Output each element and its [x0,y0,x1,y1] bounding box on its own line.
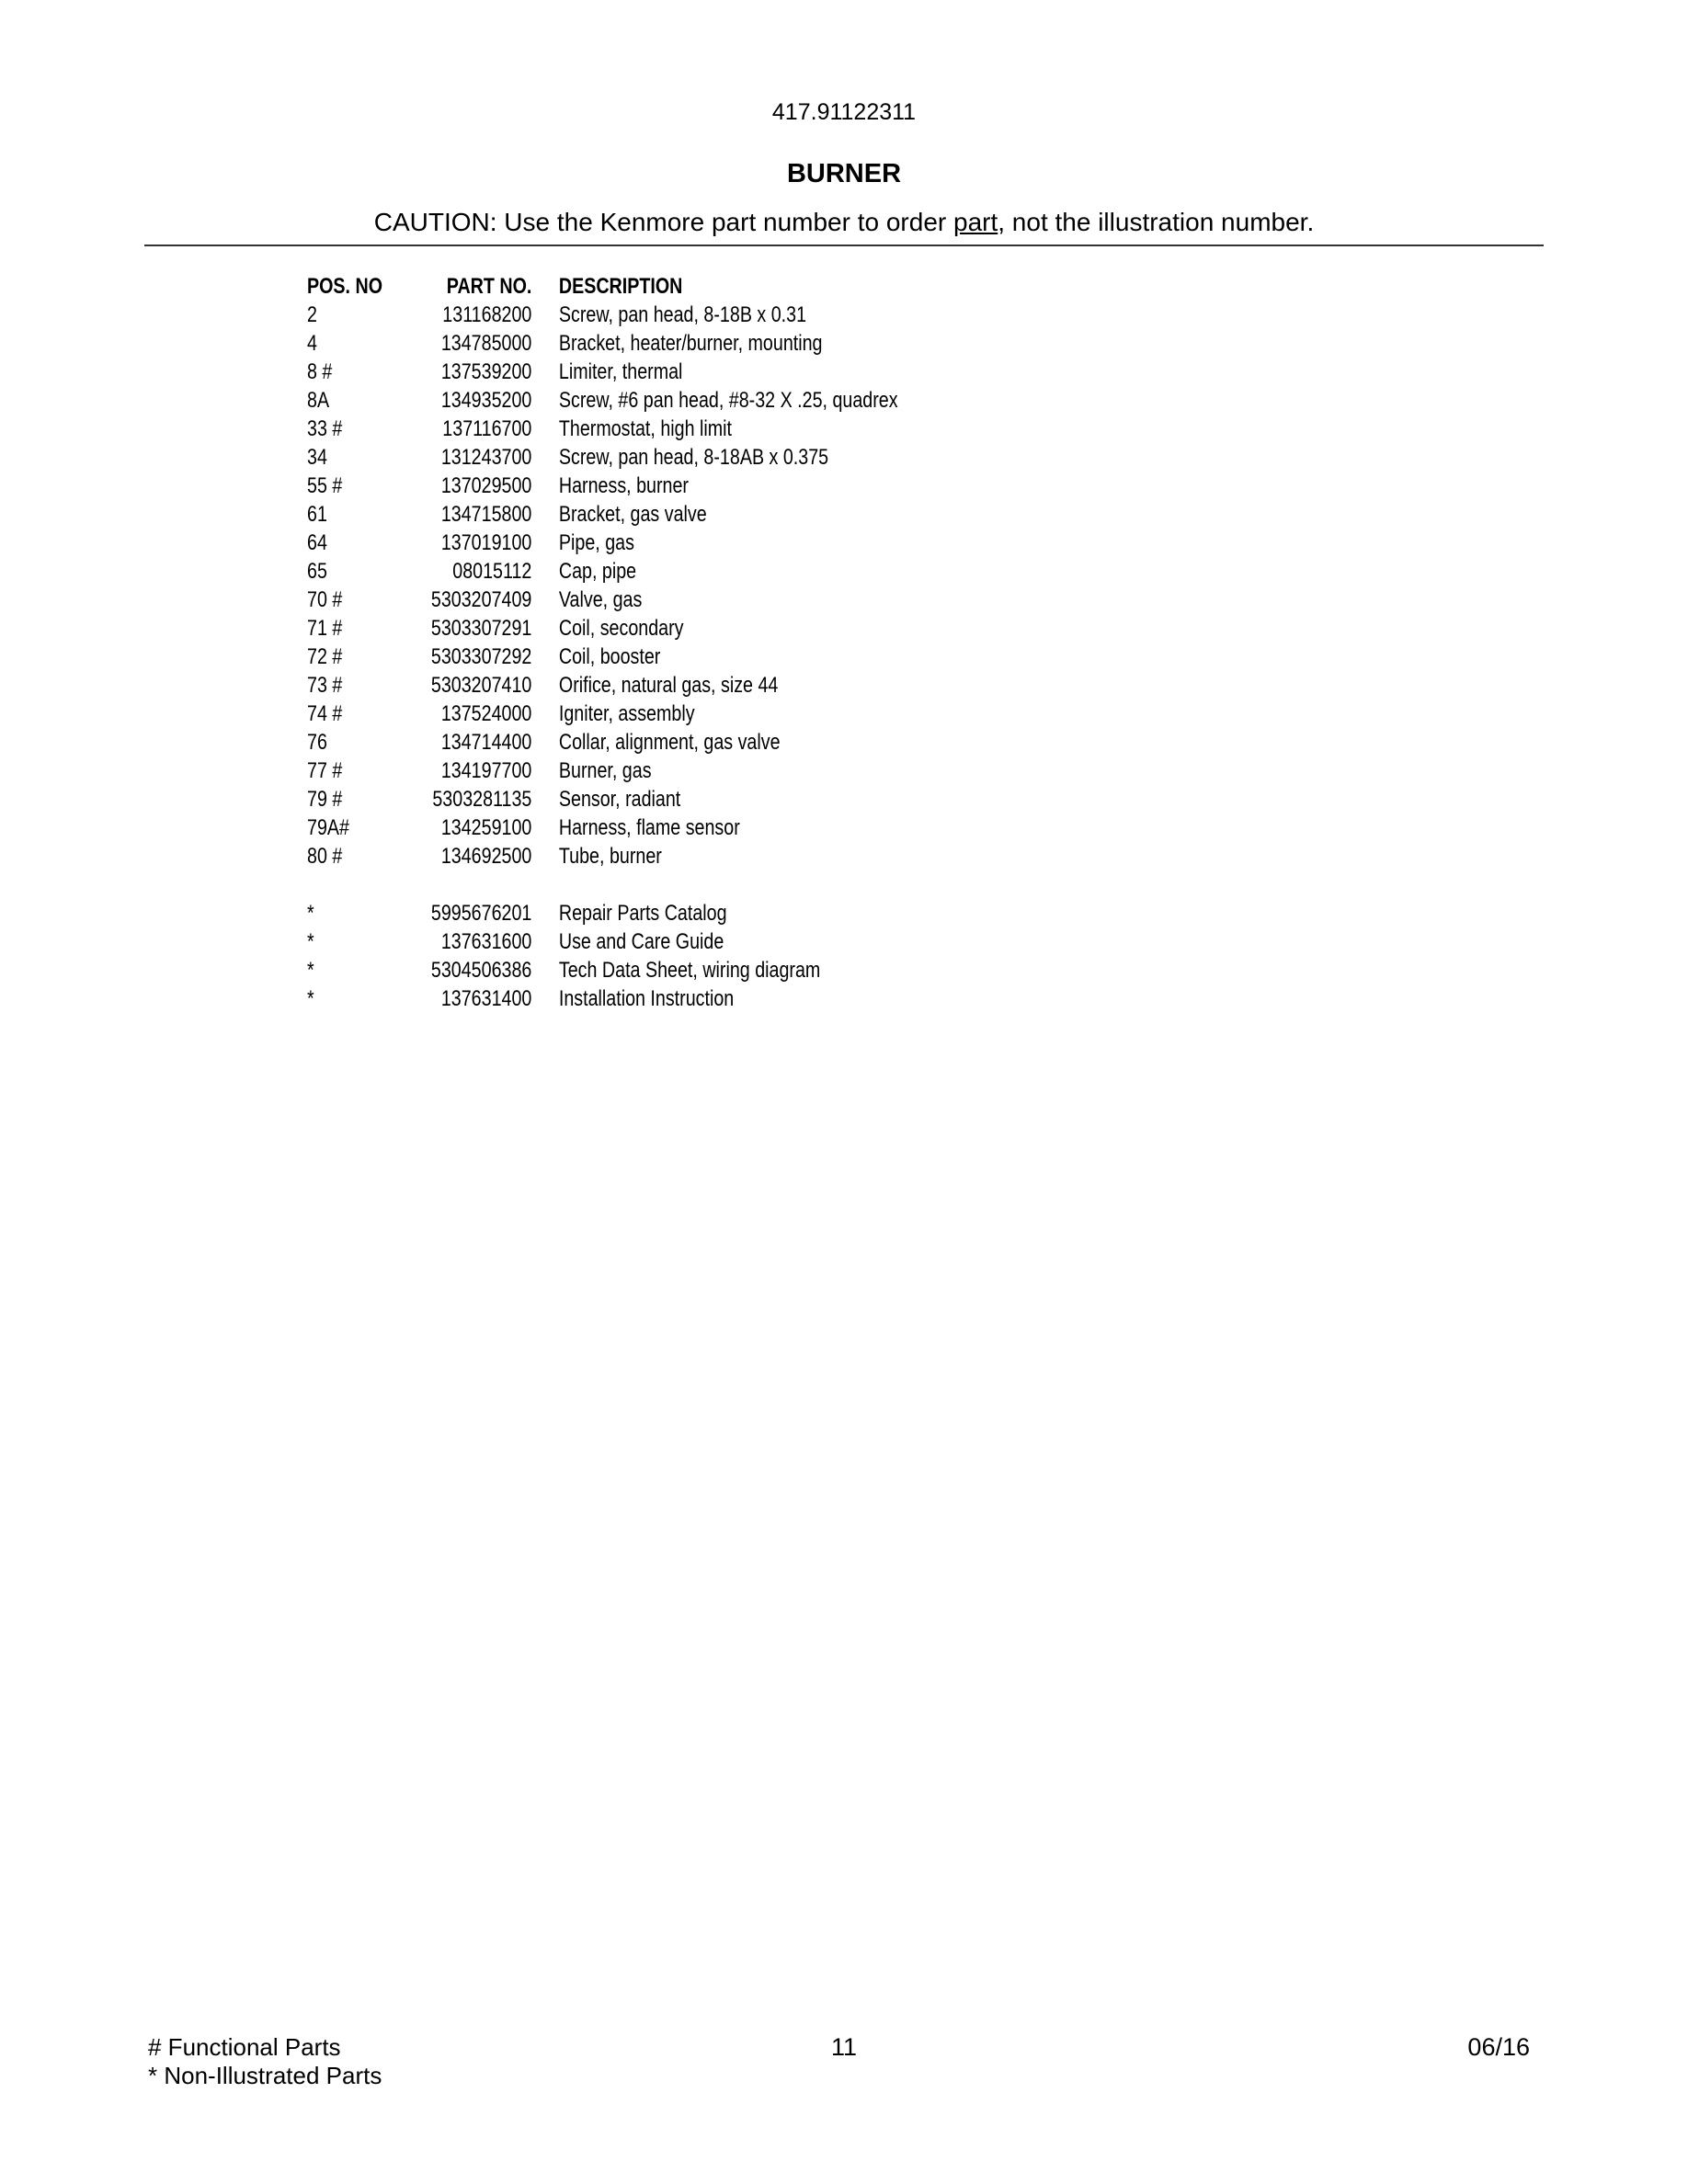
description-cell: Tube, burner [558,844,662,869]
pos-cell: 55 # [307,473,343,498]
pos-cell: 80 # [307,844,343,869]
description-cell: Collar, alignment, gas valve [558,730,781,755]
description-cell: Screw, pan head, 8-18B x 0.31 [558,302,807,327]
section-spacer [307,870,898,899]
part-number-cell: 5303207410 [430,673,532,698]
table-row [307,415,898,443]
page-number: 11 [830,2033,858,2061]
column-header-description: DESCRIPTION [558,274,683,299]
caution-note [0,208,1688,237]
pos-cell: 72 # [307,644,343,669]
table-row [307,785,898,813]
part-number-cell: 137631600 [440,929,532,954]
description-cell: Screw, pan head, 8-18AB x 0.375 [558,445,829,470]
part-number-cell: 134935200 [440,388,532,413]
caution-underlined-word: part [953,208,998,236]
description-cell: Use and Care Guide [558,929,724,954]
table-row [307,728,898,756]
part-number-cell: 5303307292 [430,644,532,669]
column-header-pos-no: POS. NO [307,274,383,299]
table-row [307,529,898,557]
table-row [307,500,898,529]
description-cell: Pipe, gas [558,530,634,555]
pos-cell: 4 [307,331,317,356]
part-number-cell: 137524000 [440,701,532,726]
part-number-cell: 137019100 [440,530,532,555]
table-row [307,671,898,700]
model-number: 417.91122311 [771,99,917,125]
table-row [307,614,898,643]
description-cell: Bracket, heater/burner, mounting [558,331,823,356]
description-cell: Sensor, radiant [558,787,681,812]
pos-cell: 33 # [307,416,343,441]
table-row [307,586,898,614]
description-cell: Igniter, assembly [558,701,695,726]
pos-cell: 34 [307,445,327,470]
table-row [307,358,898,386]
description-cell: Valve, gas [558,587,643,612]
pos-cell: 77 # [307,758,343,783]
table-row [307,813,898,842]
pos-cell: * [307,986,314,1011]
pos-cell: * [307,901,314,926]
description-cell: Bracket, gas valve [558,502,707,527]
part-number-cell: 137539200 [440,359,532,384]
pos-cell: 8A [307,388,330,413]
description-cell: Orifice, natural gas, size 44 [558,673,779,698]
part-number-cell: 5303281135 [432,787,532,812]
pos-cell: 65 [307,559,327,584]
part-number-cell: 137029500 [440,473,532,498]
part-number-cell: 134715800 [440,502,532,527]
pos-cell: * [307,958,314,983]
column-header-part-no: PART NO. [446,274,532,299]
table-row [307,700,898,728]
part-number-cell: 08015112 [452,559,532,584]
part-number-cell: 134197700 [440,758,532,783]
table-row [307,443,898,472]
part-number-cell: 5995676201 [430,901,532,926]
revision-date: 06/16 [1467,2033,1530,2061]
part-number-cell: 134692500 [440,844,532,869]
table-row [307,386,898,415]
description-cell: Cap, pipe [558,559,637,584]
part-number-cell: 134714400 [440,730,532,755]
part-number-cell: 5303207409 [430,587,532,612]
description-cell: Harness, burner [558,473,689,498]
description-cell: Screw, #6 pan head, #8-32 X .25, quadrex [558,388,898,413]
table-row [307,643,898,671]
table-row [307,472,898,500]
legend-functional-parts: # Functional Parts [148,2033,341,2061]
pos-cell: 79A# [307,815,349,840]
table-header-row [307,272,898,301]
part-number-cell: 134259100 [440,815,532,840]
part-number-cell: 131243700 [440,445,532,470]
caution-prefix: CAUTION: Use the Kenmore part number to order [373,208,953,236]
pos-cell: 71 # [307,616,343,641]
caution-suffix: , not the illustration number. [998,208,1315,236]
part-number-cell: 137116700 [442,416,532,441]
non-illustrated-parts-rows [307,899,898,1013]
description-cell: Coil, secondary [558,616,684,641]
pos-cell: 8 # [307,359,333,384]
description-cell: Burner, gas [558,758,652,783]
table-row [307,956,898,984]
table-row [307,927,898,956]
table-row [307,557,898,586]
table-row [307,842,898,870]
description-cell: Limiter, thermal [558,359,683,384]
table-row [307,301,898,329]
part-number-cell: 5303307291 [430,616,532,641]
part-number-cell: 131168200 [442,302,532,327]
header-divider [144,245,1544,246]
pos-cell: 61 [307,502,327,527]
description-cell: Installation Instruction [558,986,735,1011]
pos-cell: 76 [307,730,327,755]
description-cell: Tech Data Sheet, wiring diagram [558,958,821,983]
description-cell: Coil, booster [558,644,661,669]
table-row [307,899,898,927]
pos-cell: * [307,929,314,954]
description-cell: Thermostat, high limit [558,416,732,441]
table-row [307,329,898,358]
pos-cell: 73 # [307,673,343,698]
legend-non-illustrated-parts: * Non-Illustrated Parts [148,2062,382,2089]
pos-cell: 74 # [307,701,343,726]
pos-cell: 64 [307,530,327,555]
pos-cell: 2 [307,302,317,327]
description-cell: Repair Parts Catalog [558,901,727,926]
table-row [307,756,898,785]
section-title: BURNER [786,159,902,188]
pos-cell: 79 # [307,787,343,812]
parts-table [307,272,898,1013]
table-row [307,984,898,1013]
part-number-cell: 5304506386 [430,958,532,983]
part-number-cell: 134785000 [440,331,532,356]
part-number-cell: 137631400 [440,986,532,1011]
pos-cell: 70 # [307,587,343,612]
illustrated-parts-rows [307,301,898,870]
description-cell: Harness, flame sensor [558,815,740,840]
